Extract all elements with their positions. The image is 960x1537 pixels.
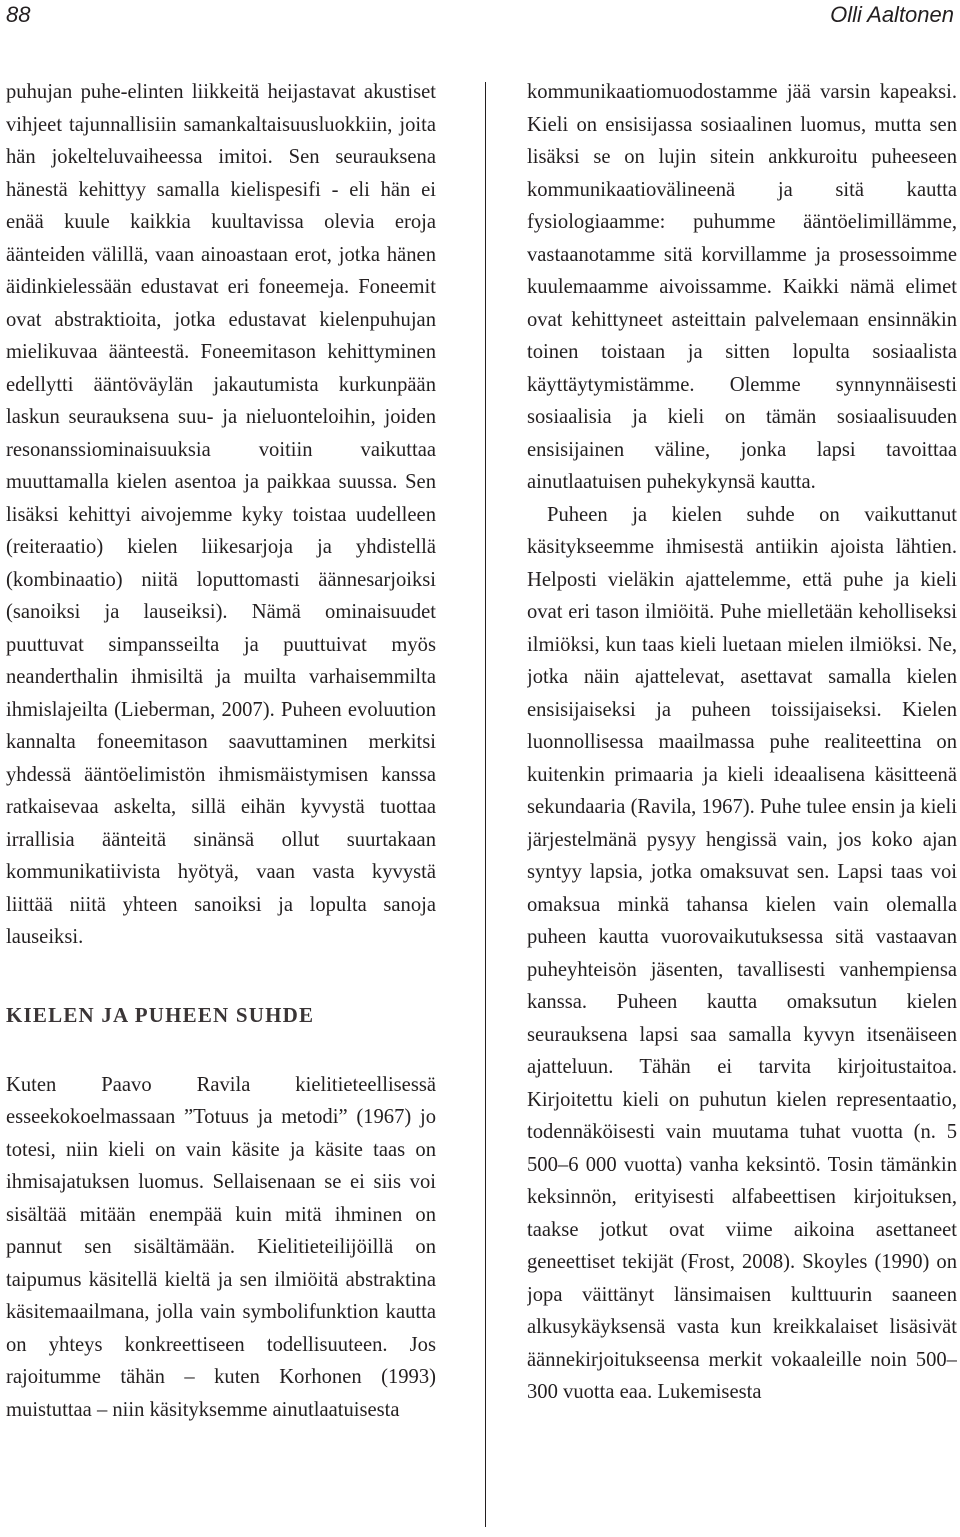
section-heading: KIELEN JA PUHEEN SUHDE — [6, 1002, 315, 1027]
left-paragraph-2: Kuten Paavo Ravila kielitieteellisessä esseekokoelmassaan ”Totuus ja metodi” (1967) jo totesi, niin kieli on vain käsite ja käsite taas on ihmisajatuksen luomus. Sellaisenaan se ei siis voi sisältää mitään enempää kuin mitä ihminen on pannut sen sisältämään. Kielitieteilijöillä on taipumus käsitellä kieltä ja sen ilmiöitä abstraktina käsitemaailmana, jolla vain symbolifunktion kautta on yhteys konkreettiseen todellisuuteen. Jos rajoitumme tähän – kuten Korhonen (1993) muistuttaa – niin käsityksemme ainutlaatuisesta — [6, 1073, 436, 1421]
right-column — [527, 76, 957, 1537]
right-paragraph-1: kommunikaatiomuodostamme jää varsin kapeaksi. Kieli on ensisijassa sosiaalinen luomus, mutta sen lisäksi se on lujin sitein ankkuroitu puheeseen kommunikaatiovälineenä ja sitä kautta fysiologiaamme: puhumme ääntöelimillämme, vastaanotamme sitä korvillamme ja prosessoimme kuulemaamme aivoissamme. Kaikki nämä elimet ovat kehittyneet asteittain palvelemaan ensinnäkin toinen toistaan ja sitten lopulta sosiaalista käyttäytymistämme. Olemme synnynnäisesti sosiaalisia ja kieli on tämän sosiaalisuuden ensisijainen väline, jonka lapsi tavoittaa ainutlaatuisen puhekykynsä kautta. — [527, 81, 957, 493]
left-paragraph-1: puhujan puhe-elinten liikkeitä heijastavat akustiset vihjeet tajunnallisiin samankaltaisuusluokkiin, joita hän jokelteluvaiheessa imitoi. Sen seurauksena hänestä kehittyy samalla kielispesifi - eli hän ei enää kuule kaikkia kuultavissa olevia eroja äänteiden välillä, vaan ainoastaan erot, jotka hänen äidinkielessään edustavat eri foneemeja. Foneemit ovat abstraktioita, jotka edustavat kielenpuhujan mielikuvaa äänteestä. Foneemitason kehittyminen edellytti ääntöväylän jakautumista kurkunpään laskun seurauksena suu- ja nieluonteloihin, joiden resonanssiominaisuuksia voitiin vaikuttaa muuttamalla kielen asentoa ja paikkaa suussa. Sen lisäksi kehittyi aivojemme kyky toistaa uudelleen (reiteraatio) kielen liikesarjoja ja yhdistellä (kombinaatio) niitä loputtomasti äännesarjoiksi (sanoiksi ja lauseiksi). Nämä ominaisuudet puuttuvat simpansseilta ja puuttuivat myös neanderthalin ihmisiltä ja muilta varhaisemmilta ihmislajeilta (Lieberman, 2007). Puheen evoluution kannalta foneemitason saavuttaminen merkitsi yhdessä ääntöelimistön ihmismäistymisen kanssa ratkaisevaa askelta, sillä eihän kyvystä tuottaa irrallisia äänteitä sinänsä ollut suurtakaan kommunikatiivista hyötyä, vaan vasta kyvystä liittää niitä yhteen sanoiksi ja lopulta sanoja lauseiksi. — [6, 81, 436, 948]
left-column — [6, 76, 436, 1537]
right-paragraph-2: Puheen ja kielen suhde on vaikuttanut käsitykseemme ihmisestä antiikin ajoista lähtien. Helposti vieläkin ajattelemme, että puhe ja kieli ovat eri tason ilmiöitä. Puhe mielletään keholliseksi ilmiöksi, kun taas kieli luetaan mielen ilmiöksi. Ne, jotka näin ajattelevat, asettavat samalla kielen ensisijaiseksi ja puheen toissijaiseksi. Kielen luonnollisessa maailmassa puhe realiteettina on kuitenkin primaaria ja kieli ideaalisena käsitteenä sekundaaria (Ravila, 1967). Puhe tulee ensin ja kieli järjestelmänä pysyy hengissä vain, jos koko ajan syntyy lapsia, jotka omaksuvat sen. Lapsi taas voi omaksua minkä tahansa kielen vain olemalla puheen kautta vuorovaikutuksessa sitä vastaavan puheyhteisön jäsenten, tavallisesti vanhempiensa kanssa. Puheen kautta omaksutun kielen seurauksena lapsi saa samalla kyvyn itsenäiseen ajatteluun. Tähän ei tarvita kirjoitustaitoa. Kirjoitettu kieli on puhutun kielen representaatio, todennäköisesti vain muutama tuhat vuotta (n. 5 500–6 000 vuotta) vanha keksintö. Tosin tämänkin keksinnön, erityisesti alfabeettisen kirjoituksen, taakse jotkut ovat viime aikoina asettaneet geneettiset tekijät (Frost, 2008). Skoyles (1990) on jopa väittänyt länsimaisen kulttuurin saaneen alkusykäyksensä vasta kun kreikkalaiset lisäsivät äännekirjoitukseensa merkit vokaaleille noin 500–300 vuotta eaa. Lukemisesta — [527, 503, 957, 1403]
running-head-author: Olli Aaltonen — [830, 2, 954, 27]
column-divider — [485, 82, 486, 1527]
page-number: 88 — [6, 2, 31, 27]
page-header — [0, 0, 960, 40]
